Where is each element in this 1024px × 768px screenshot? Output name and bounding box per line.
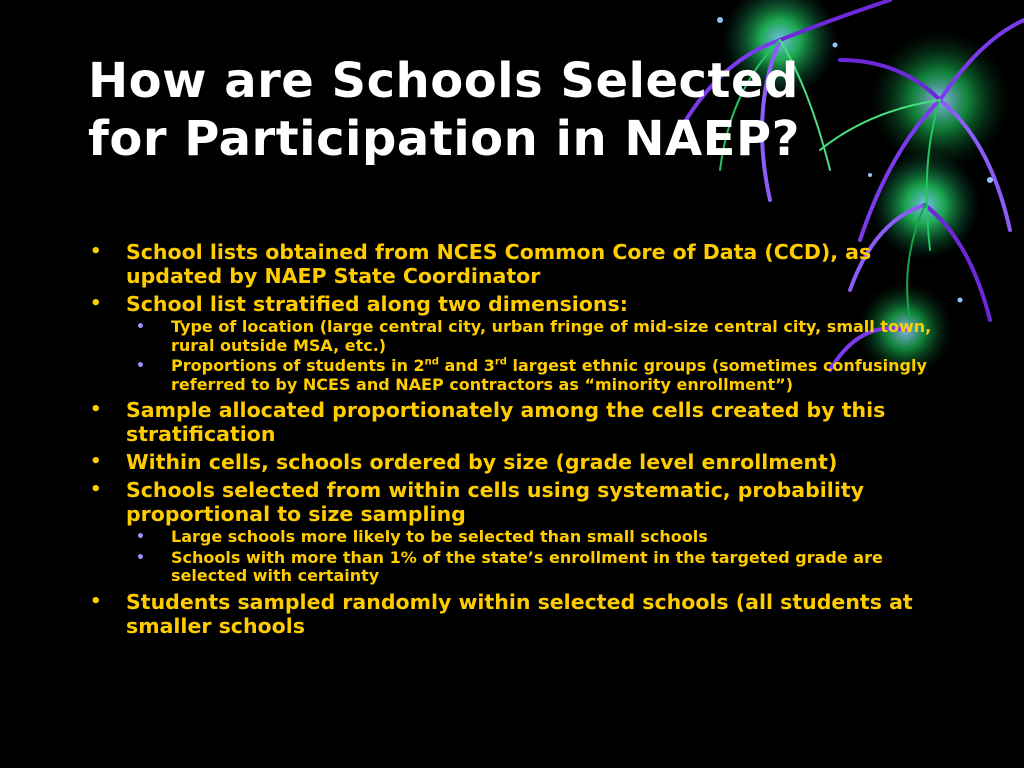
sub-bullet-item	[136, 318, 950, 355]
sub-bullet-list	[90, 528, 950, 586]
bullet-item	[90, 478, 950, 586]
bullet-dot-icon: •	[90, 590, 102, 612]
bullet-dot-icon: •	[136, 529, 145, 545]
bullet-dot-icon: •	[90, 293, 102, 314]
slide-title-line-2: for Participation in NAEP?	[88, 111, 800, 167]
bullet-dot-icon: •	[136, 358, 145, 374]
slide-title-line-1: How are Schools Selected	[88, 53, 799, 109]
sub-bullet-item	[136, 357, 950, 394]
bullet-dot-icon: •	[90, 399, 102, 420]
bullet-dot-icon: •	[90, 241, 102, 262]
sub-bullet-text-part: largest ethnic groups (sometimes confusingly referred to by NCES and NAEP contractors as “minority enrollment”)	[171, 356, 927, 394]
sub-bullet-item	[136, 549, 950, 586]
sub-bullet-text-part: Proportions of students in 2	[171, 356, 425, 375]
superscript: rd	[494, 356, 507, 368]
sub-bullet-text: Large schools more likely to be selected than small schools	[171, 527, 708, 546]
bullet-item	[90, 292, 950, 394]
bullet-item	[90, 240, 950, 288]
bullet-text: School list stratified along two dimensions:	[126, 292, 628, 316]
bullet-dot-icon: •	[90, 479, 102, 500]
bullet-item	[90, 590, 950, 638]
bullet-text: Sample allocated proportionately among the cells created by this stratification	[126, 398, 886, 446]
bullet-dot-icon: •	[136, 549, 145, 566]
bullet-dot-icon: •	[90, 451, 102, 472]
sub-bullet-text: Schools with more than 1% of the state’s enrollment in the targeted grade are selected with certainty	[171, 547, 883, 585]
sub-bullet-item	[136, 528, 950, 547]
bullet-item	[90, 398, 950, 446]
bullet-text: Within cells, schools ordered by size (grade level enrollment)	[126, 450, 838, 474]
bullet-text: Schools selected from within cells using systematic, probability proportional to size sampling	[126, 478, 865, 526]
slide-title	[88, 52, 948, 168]
superscript: nd	[424, 356, 439, 368]
bullet-list	[90, 240, 950, 642]
bullet-text: Students sampled randomly within selected schools (all students at smaller schools	[126, 589, 913, 638]
sub-bullet-text-part: and 3	[438, 356, 495, 375]
bullet-dot-icon: •	[136, 319, 145, 335]
bullet-item	[90, 450, 950, 474]
sub-bullet-list	[90, 318, 950, 394]
bullet-text: School lists obtained from NCES Common Core of Data (CCD), as updated by NAEP State Coordinator	[126, 240, 872, 288]
sub-bullet-text: Type of location (large central city, urban fringe of mid-size central city, small town, rural outside MSA, etc.)	[171, 317, 932, 355]
